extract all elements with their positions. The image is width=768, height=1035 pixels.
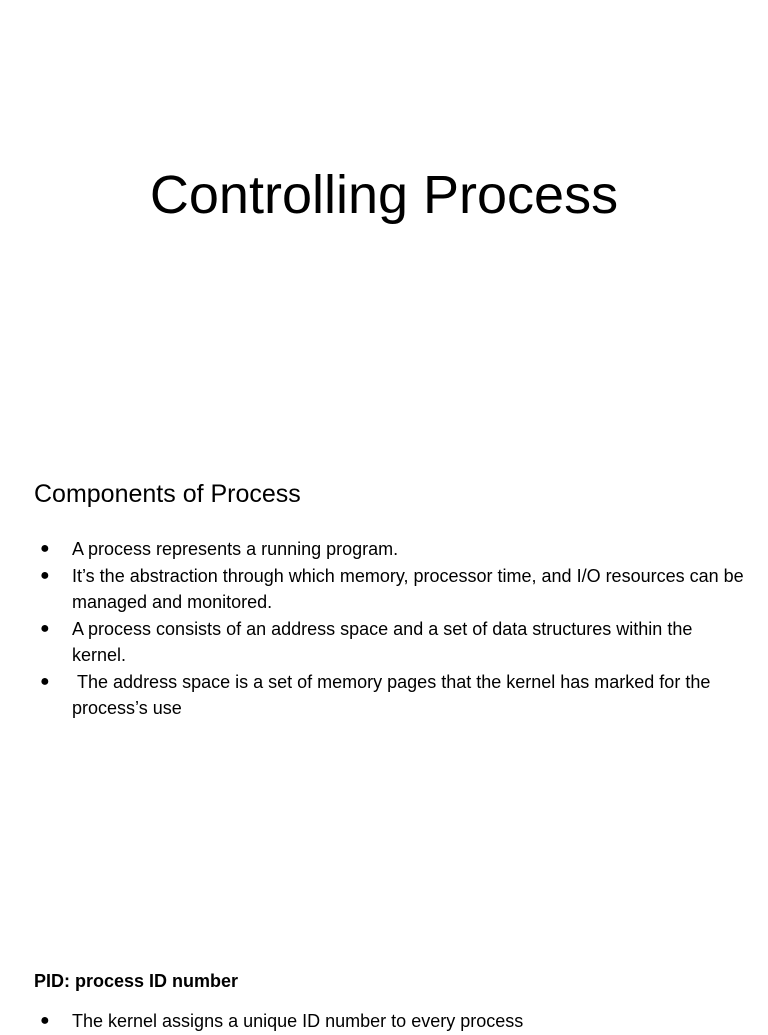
pid-heading: PID: process ID number xyxy=(34,971,239,991)
list-item xyxy=(34,669,744,722)
bullet-icon: ● xyxy=(40,1012,50,1029)
list-item xyxy=(34,1008,744,1035)
list-item-text: It’s the abstraction through which memory, processor time, and I/O resources can be managed and monitored. xyxy=(72,565,744,612)
bullet-list-pid xyxy=(34,1008,744,1035)
bullet-icon: ● xyxy=(40,619,50,637)
list-item-text: The address space is a set of memory pages that the kernel has marked for the process’s use xyxy=(72,671,716,718)
bullet-icon: ● xyxy=(40,540,50,557)
list-item xyxy=(34,616,744,669)
bullet-icon: ● xyxy=(40,566,50,584)
bullet-list-components xyxy=(34,536,744,722)
section-heading: Components of Process xyxy=(34,480,301,508)
list-item-text: The kernel assigns a unique ID number to every process xyxy=(72,1011,524,1031)
list-item-text: A process consists of an address space and a set of data structures within the kernel. xyxy=(72,618,693,665)
list-item xyxy=(34,563,744,616)
slide-title: Controlling Process xyxy=(149,165,619,225)
bullet-icon: ● xyxy=(40,672,50,690)
list-item xyxy=(34,536,744,563)
list-item-text: A process represents a running program. xyxy=(72,539,399,559)
